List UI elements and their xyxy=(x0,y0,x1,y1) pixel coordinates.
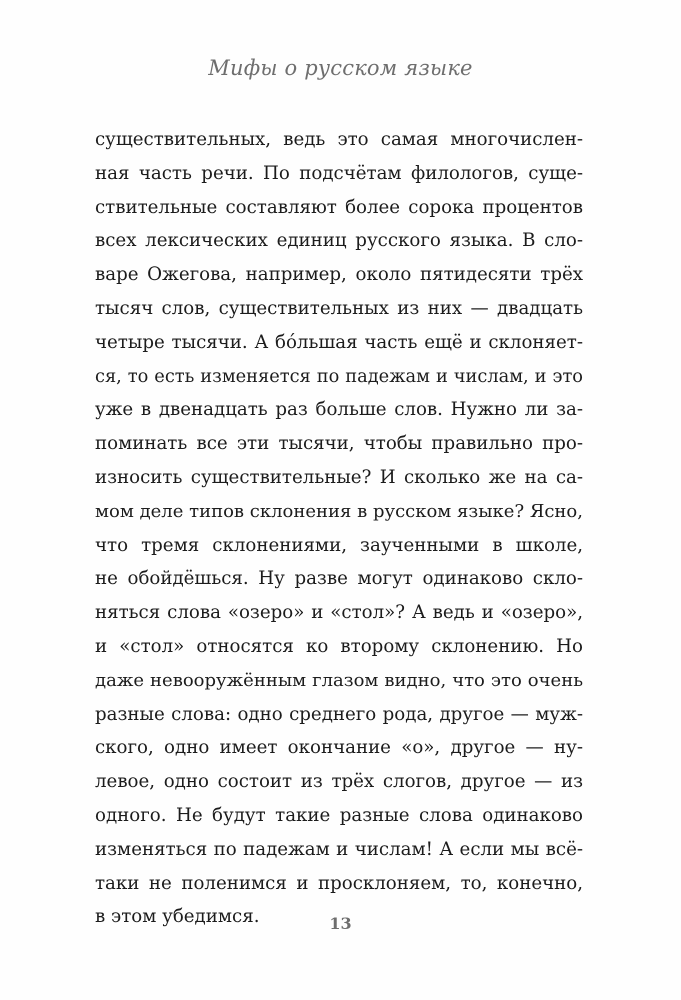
page-number: 13 xyxy=(329,914,352,933)
text-line: существительных, ведь это самая многочислен- xyxy=(95,129,583,150)
text-line: мом деле типов склонения в русском языке? Ясно, xyxy=(95,500,583,522)
text-line: таки не поленимся и просклоняем, то, конечно, xyxy=(95,872,583,894)
text-line: поминать все эти тысячи, чтобы правильно про- xyxy=(95,433,583,455)
text-line: варе Ожегова, например, около пятидесяти трёх xyxy=(95,264,583,286)
text-line: в этом убедимся. xyxy=(95,906,260,928)
running-head: Мифы о русском языке xyxy=(208,56,473,80)
text-line: левое, одно состоит из трёх слогов, другое — из xyxy=(95,771,583,793)
text-line: даже невооружённым глазом видно, что это очень xyxy=(95,669,583,691)
text-line: ского, одно имеет окончание «о», другое — ну- xyxy=(95,737,583,759)
text-line: ствительные составляют более сорока процентов xyxy=(95,196,583,218)
text-line: одного. Не будут такие разные слова одинаково xyxy=(95,804,583,826)
text-line: уже в двенадцать раз больше слов. Нужно ли за- xyxy=(95,399,583,421)
text-line: и «стол» относятся ко второму склонению. Но xyxy=(95,635,583,657)
text-line: всех лексических единиц русского языка. В сло- xyxy=(95,230,583,252)
text-line: разные слова: одно среднего рода, другое — муж- xyxy=(95,703,583,725)
text-line: ная часть речи. По подсчётам филологов, суще- xyxy=(95,162,583,184)
body-text xyxy=(95,123,583,934)
text-line: няться слова «озеро» и «стол»? А ведь и «озеро», xyxy=(95,602,583,624)
text-line: ся, то есть изменяется по падежам и числам, и это xyxy=(95,365,583,387)
text-line: тысяч слов, существительных из них — двадцать xyxy=(95,297,583,319)
text-line: не обойдёшься. Ну разве могут одинаково скло- xyxy=(95,568,583,590)
text-line: изменяться по падежам и числам! А если мы всё- xyxy=(95,838,583,860)
text-line: четыре тысячи. А бóльшая часть ещё и склоняет- xyxy=(95,331,583,353)
text-line: износить существительные? И сколько же на са- xyxy=(95,466,583,488)
text-line: что тремя склонениями, заученными в школе, xyxy=(95,534,583,556)
